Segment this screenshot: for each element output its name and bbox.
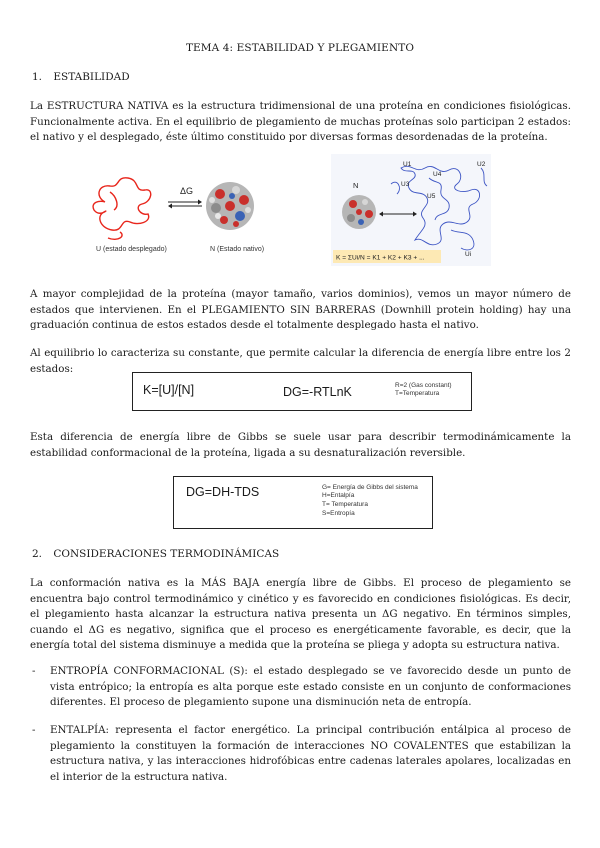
section-1-title: ESTABILIDAD [53, 71, 130, 83]
gibbs-note-t: T= Temperatura [322, 501, 368, 508]
section-2-title: CONSIDERACIONES TERMODINÁMICAS [53, 548, 280, 560]
paragraph-native-structure: La ESTRUCTURA NATIVA es la estructura tridimensional de una proteína en condiciones fisiológicas. Funcionalmente activa. En el equilibrio de plegamiento de muchas proteínas solo participan 2 estados: el nativo y el desplegado, éste último constituido por diversas formas desordenadas de la proteína. [30, 100, 571, 143]
bullet-enthalpy [30, 723, 571, 785]
multiple-states-diagram [331, 154, 491, 266]
paragraph-thermodynamics: La conformación nativa es la MÁS BAJA energía libre de Gibbs. El proceso de plegamiento se encuentra bajo control termodinámico y cinético y es favorecido en condiciones fisiológicas. Es decir, el plegamiento hasta alcanzar la estructura nativa presenta un ΔG negativo. En términos simples, cuando el ΔG es negativo, significa que el proceso es energéticamente favorable, es decir, que la energía total del sistema disminuye a medida que la proteína se pliega y adopta su estructura nativa. [30, 577, 571, 651]
paragraph-complexity: A mayor complejidad de la proteína (mayor tamaño, varios dominios), vemos un mayor número de estados que intervienen. En el PLEGAMIENTO SIN BARRERAS (Downhill protein holding) hay una graduación continua de estos estados desde el totalmente desplegado hasta el nativo. [30, 288, 571, 331]
section-1-heading [32, 71, 130, 83]
native-protein-sphere [206, 182, 254, 230]
bullet-dash: - [32, 724, 36, 736]
section-2-heading [32, 548, 279, 560]
delta-g-label: ΔG [180, 186, 194, 196]
formula-box-gibbs [173, 476, 433, 529]
u-label-i: Ui [465, 251, 472, 258]
u-label-4: U4 [433, 171, 442, 178]
bullet-dash: - [32, 665, 36, 677]
formula-gibbs: DG=DH-TDS [186, 485, 260, 499]
bullet-entropy-text: ENTROPÍA CONFORMACIONAL (S): el estado desplegado se ve favorecido desde un punto de vista entrópico; la entropía es alta porque este estado consiste en un conjunto de conformaciones diferentes. El proceso de plegamiento supone una disminución neta de entropía. [50, 665, 571, 708]
u-label-2: U2 [477, 161, 486, 168]
native-n-label: N [353, 181, 359, 190]
figure-unfolded-native [90, 172, 290, 264]
u-label-1: U1 [403, 161, 412, 168]
paragraph-gibbs: Esta diferencia de energía libre de Gibbs se suele usar para describir termodinámicamente la estabilidad conformacional de la proteína, ligada a su desnaturalización reversible. [30, 431, 571, 459]
section-2-number: 2. [32, 548, 43, 560]
unfolded-state-label: U (estado desplegado) [96, 246, 167, 253]
formula-note-r: R=2 (Gas constant) [395, 382, 452, 389]
equilibrium-constant-equation: K = ΣUi/N = K1 + K2 + K3 + ... [336, 254, 425, 262]
u-label-5: U5 [427, 193, 436, 200]
figure-multiple-states [331, 154, 491, 266]
unfolded-chain [93, 178, 151, 230]
section-1-number: 1. [32, 71, 43, 83]
native-state-label: N (Estado nativo) [210, 246, 265, 253]
paragraph-equilibrium: Al equilibrio lo caracteriza su constante, que permite calcular la diferencia de energía libre entre los 2 estados: [30, 347, 571, 375]
page-title: TEMA 4: ESTABILIDAD Y PLEGAMIENTO [185, 42, 415, 54]
bullet-enthalpy-text: ENTALPÍA: representa el factor energético. La principal contribución entálpica al proceso de plegamiento la constituyen la formación de interacciones NO COVALENTES que estabilizan la estructura nativa, y las interacciones hidrofóbicas entre cadenas laterales apolares, localizadas en el interior de la estructura nativa. [50, 724, 571, 783]
formula-note-t: T=Temperatura [395, 390, 440, 397]
formula-k: K=[U]/[N] [143, 383, 195, 397]
gibbs-note-g: G= Energía de Gibbs del sistema [322, 484, 418, 491]
unfolded-ensemble [401, 166, 480, 250]
bullet-entropy [30, 664, 571, 711]
formula-box-k [132, 372, 472, 411]
u-label-3: U3 [401, 181, 410, 188]
gibbs-note-h: H=Entalpía [322, 492, 355, 499]
native-protein-sphere-small [342, 195, 376, 229]
formula-dg: DG=-RTLnK [283, 385, 352, 399]
gibbs-note-s: S=Entropía [322, 510, 355, 517]
